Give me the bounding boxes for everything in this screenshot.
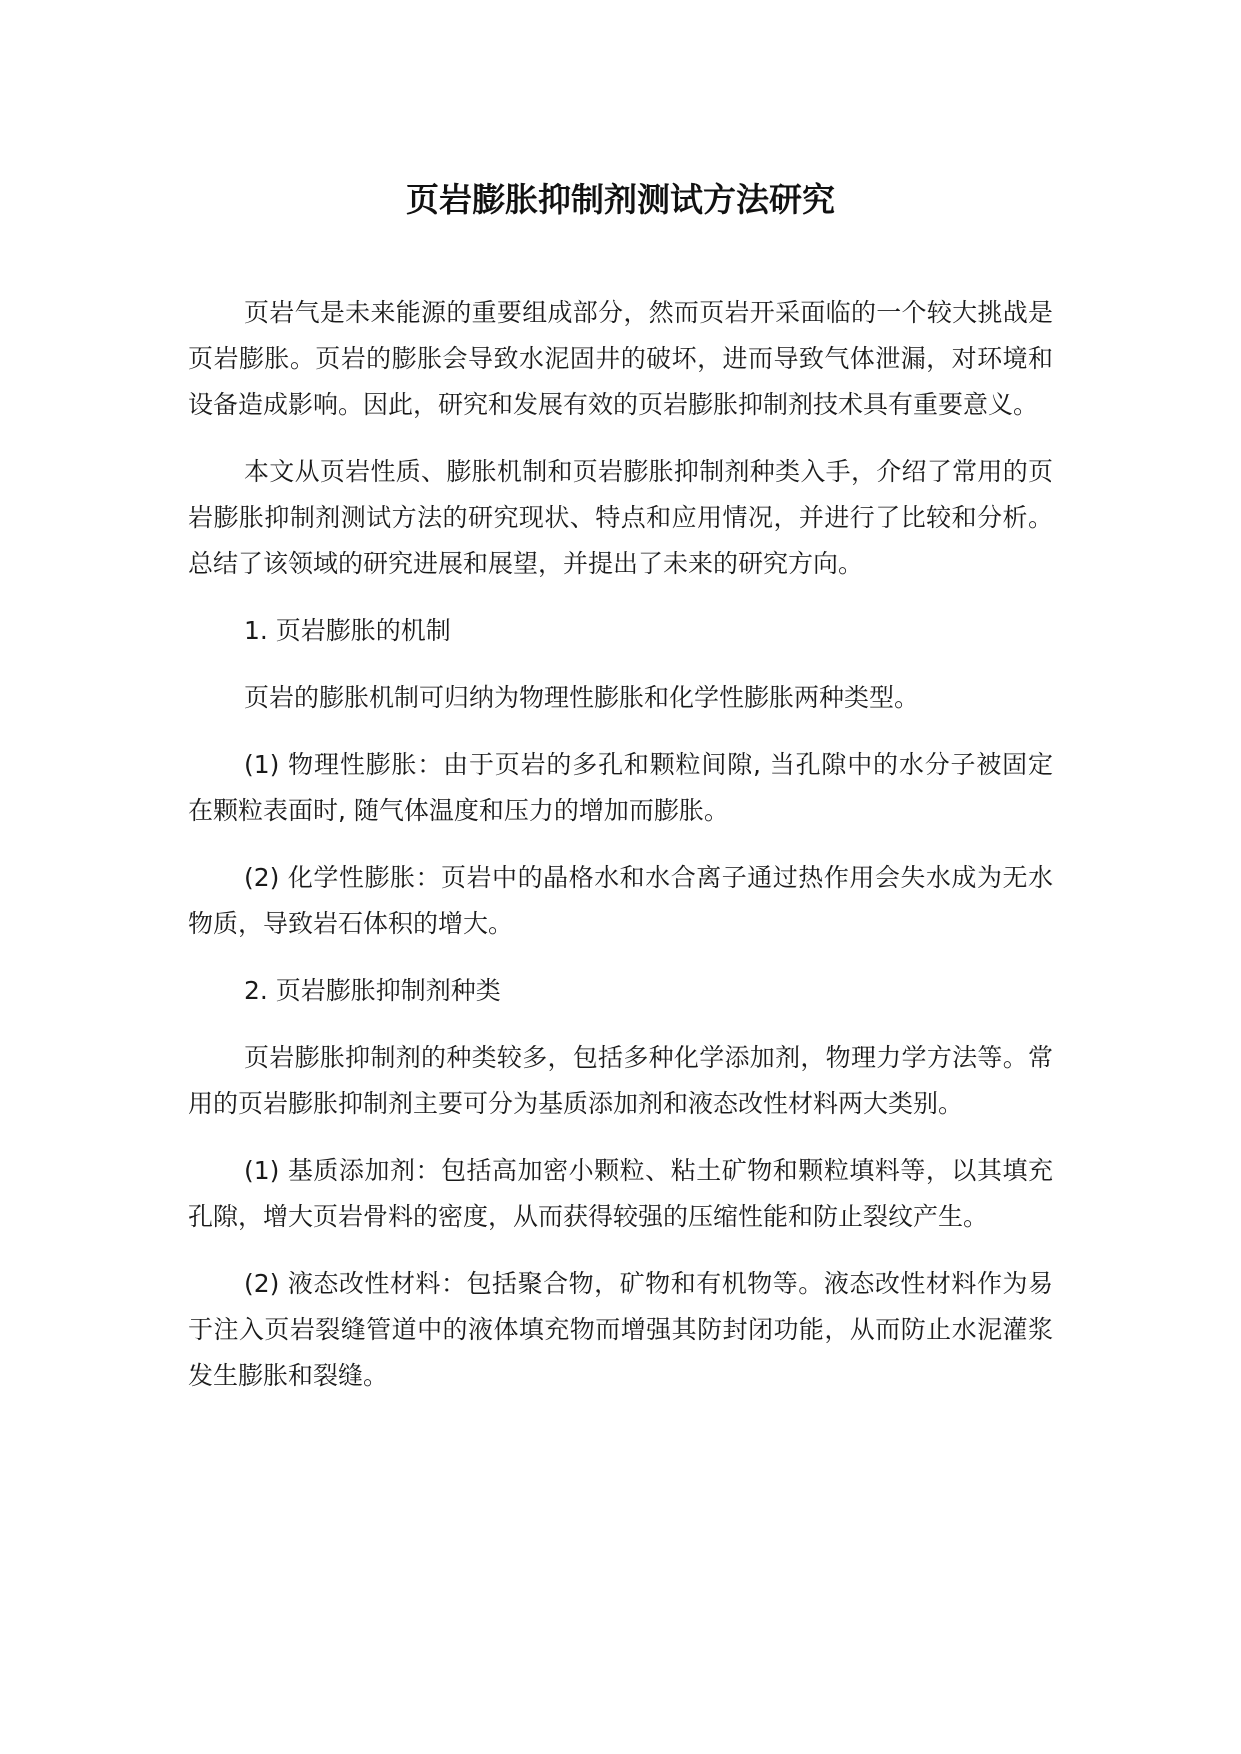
paragraph-liquid-modifiers: (2) 液态改性材料：包括聚合物，矿物和有机物等。液态改性材料作为易于注入页岩裂缝管道中的液体填充物而增强其防封闭功能，从而防止水泥灌浆发生膨胀和裂缝。	[188, 1269, 1053, 1390]
document-body	[188, 290, 1053, 1420]
paragraph-chemical-swelling: (2) 化学性膨胀：页岩中的晶格水和水合离子通过热作用会失水成为无水物质，导致岩石体积的增大。	[188, 863, 1053, 938]
paragraph-mechanism-types: 页岩的膨胀机制可归纳为物理性膨胀和化学性膨胀两种类型。	[244, 683, 920, 712]
paragraph-intro: 页岩气是未来能源的重要组成部分，然而页岩开采面临的一个较大挑战是页岩膨胀。页岩的膨胀会导致水泥固井的破坏，进而导致气体泄漏，对环境和设备造成影响。因此，研究和发展有效的页岩膨胀抑制剂技术具有重要意义。	[188, 298, 1053, 419]
document-title: 页岩膨胀抑制剂测试方法研究	[406, 180, 835, 219]
paragraph-matrix-additives: (1) 基质添加剂：包括高加密小颗粒、粘土矿物和颗粒填料等，以其填充孔隙，增大页岩骨料的密度，从而获得较强的压缩性能和防止裂纹产生。	[188, 1156, 1053, 1231]
section-heading-mechanism: 1. 页岩膨胀的机制	[244, 616, 451, 645]
paragraph-physical-swelling: (1) 物理性膨胀：由于页岩的多孔和颗粒间隙, 当孔隙中的水分子被固定在颗粒表面时, 随气体温度和压力的增加而膨胀。	[188, 750, 1053, 825]
paragraph-overview: 本文从页岩性质、膨胀机制和页岩膨胀抑制剂种类入手，介绍了常用的页岩膨胀抑制剂测试方法的研究现状、特点和应用情况，并进行了比较和分析。总结了该领域的研究进展和展望，并提出了未来的研究方向。	[188, 457, 1053, 578]
paragraph-inhibitor-categories: 页岩膨胀抑制剂的种类较多，包括多种化学添加剂，物理力学方法等。常用的页岩膨胀抑制剂主要可分为基质添加剂和液态改性材料两大类别。	[188, 1043, 1053, 1118]
section-heading-inhibitor-types: 2. 页岩膨胀抑制剂种类	[244, 976, 501, 1005]
